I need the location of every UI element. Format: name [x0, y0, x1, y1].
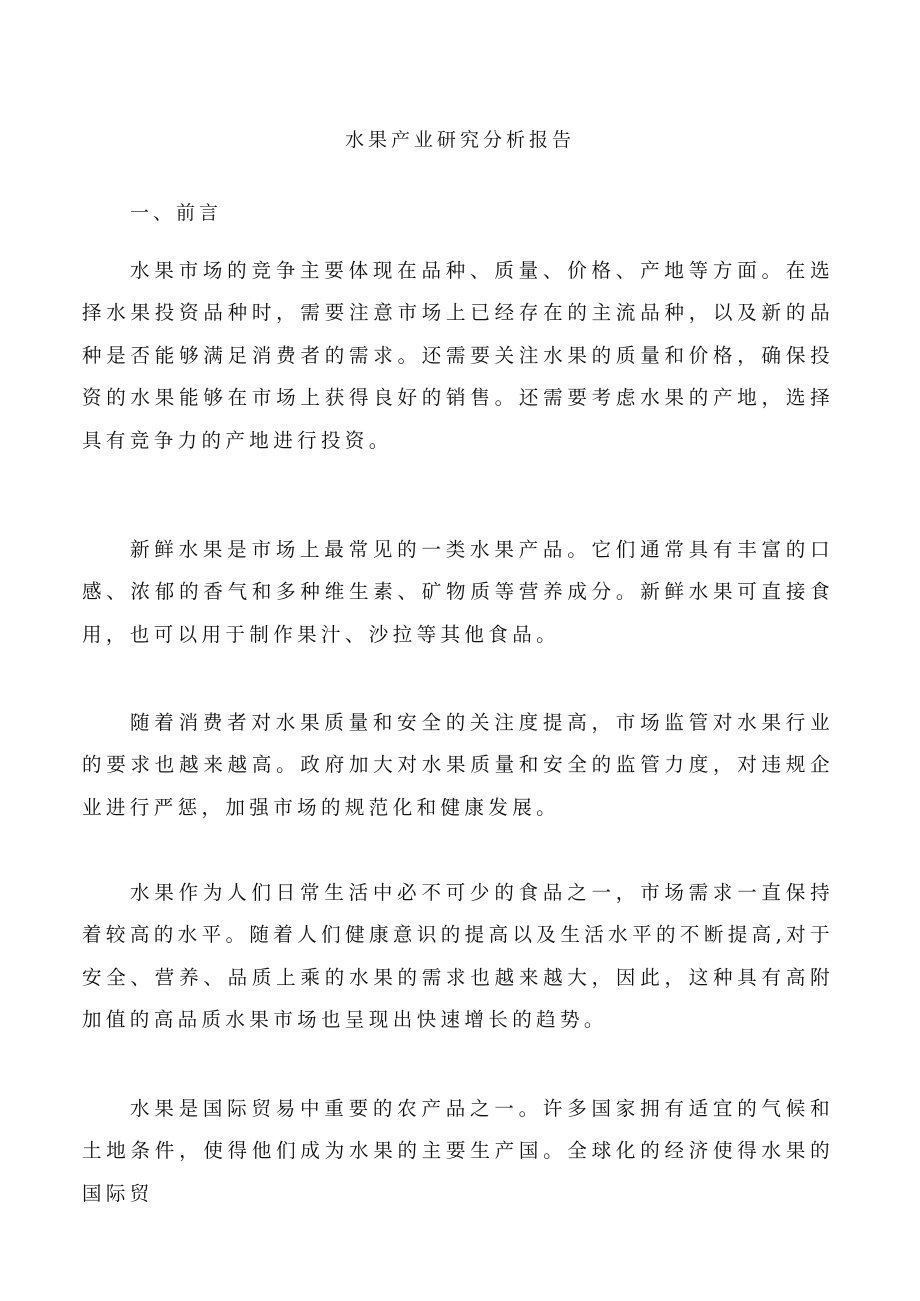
section-heading-preface: 一、前言	[130, 202, 223, 224]
paragraph-fresh-fruit: 新鲜水果是市场上最常见的一类水果产品。它们通常具有丰富的口感、浓郁的香气和多种维生素、矿物质等营养成分。新鲜水果可直接食用，也可以用于制作果汁、沙拉等其他食品。	[82, 538, 834, 646]
paragraph-market-demand: 水果作为人们日常生活中必不可少的食品之一，市场需求一直保持着较高的水平。随着人们健康意识的提高以及生活水平的不断提高,对于安全、营养、品质上乘的水果的需求也越来越大，因此，这种具有高附加值的高品质水果市场也呈现出快速增长的趋势。	[82, 881, 834, 1032]
paragraph-market-competition: 水果市场的竞争主要体现在品种、质量、价格、产地等方面。在选择水果投资品种时，需要注意市场上已经存在的主流品种，以及新的品种是否能够满足消费者的需求。还需要关注水果的质量和价格，确保投资的水果能够在市场上获得良好的销售。还需要考虑水果的产地，选择具有竞争力的产地进行投资。	[82, 259, 834, 452]
paragraph-regulation: 随着消费者对水果质量和安全的关注度提高，市场监管对水果行业的要求也越来越高。政府加大对水果质量和安全的监管力度，对违规企业进行严惩，加强市场的规范化和健康发展。	[82, 711, 834, 819]
document-title: 水果产业研究分析报告	[344, 129, 575, 151]
paragraph-international-trade: 水果是国际贸易中重要的农产品之一。许多国家拥有适宜的气候和土地条件，使得他们成为水果的主要生产国。全球化的经济使得水果的国际贸	[82, 1097, 834, 1205]
